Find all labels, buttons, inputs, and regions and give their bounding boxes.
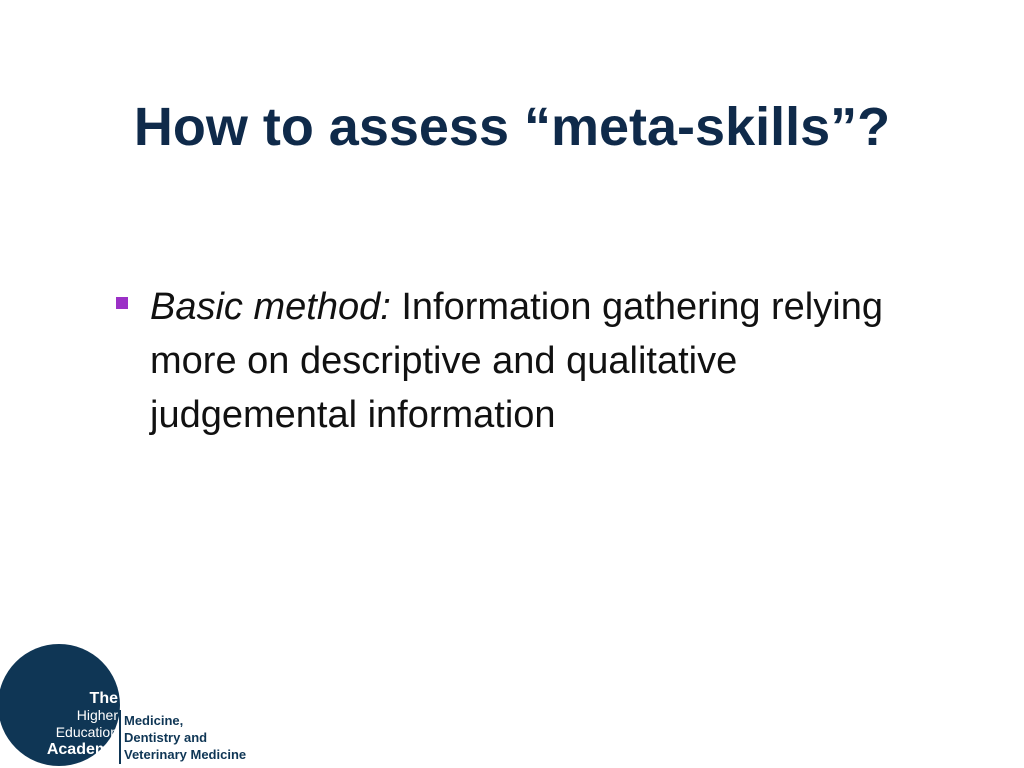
logo-department [124, 712, 246, 763]
logo-line-higher: Higher [76, 707, 118, 723]
logo-dept-line-2: Dentistry and [124, 730, 208, 745]
bullet-text: Information gathering relying more on descriptive and qualitative judgemental information [150, 286, 883, 436]
hea-logo [0, 644, 290, 768]
bullet-lead: Basic method: [150, 286, 391, 328]
bullet-item [112, 280, 912, 442]
logo-divider [119, 710, 121, 764]
slide-title: How to assess “meta-skills”? [133, 97, 891, 157]
logo-dept-line-1: Medicine, [124, 713, 184, 728]
logo-line-the: The [89, 690, 118, 707]
bullet-list [112, 280, 912, 442]
logo-dept-line-3: Veterinary Medicine [124, 747, 247, 762]
logo-academy-text [47, 690, 118, 759]
square-bullet-icon [116, 297, 128, 309]
logo-line-education: Education [55, 724, 118, 740]
logo-line-academy: Academy [46, 741, 118, 758]
